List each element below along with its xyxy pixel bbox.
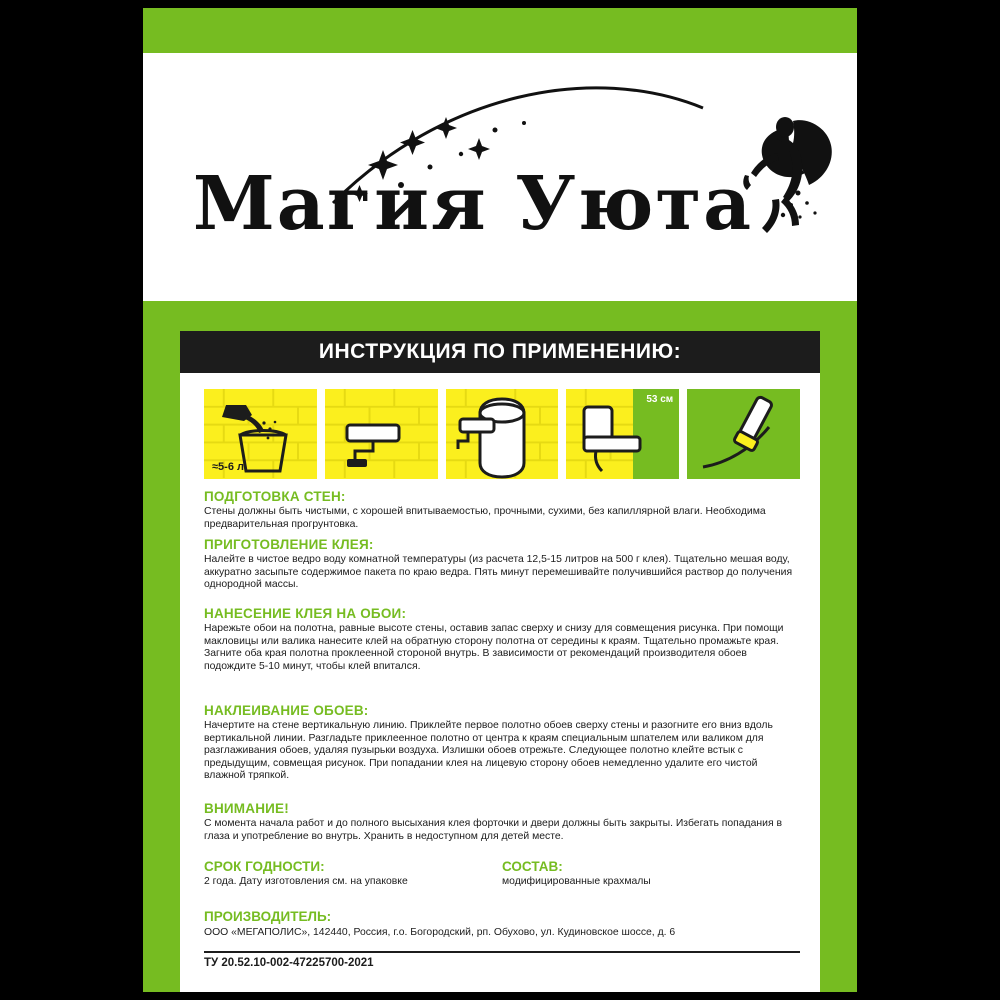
composition-text: модифицированные крахмалы [502,876,651,887]
pictogram-caption-width: 53 см [646,394,674,405]
pictogram-wallpaper-width [566,389,679,479]
section-title: ПРИГОТОВЛЕНИЕ КЛЕЯ: [204,537,374,552]
roller-icon [325,389,438,479]
section-title: НАКЛЕИВАНИЕ ОБОЕВ: [204,703,369,718]
pictogram-row [204,389,800,479]
pictogram-wallpaper-paste [446,389,559,479]
section-text: Стены должны быть чистыми, с хорошей впитываемостью, прочными, сухими, без капиллярной влаги. Необходима предварительная прогрунтовка. [204,506,766,530]
top-green-bar [143,8,857,53]
smoothing-spatula-icon [687,389,800,479]
logo-area [143,53,857,301]
section-title: НАНЕСЕНИЕ КЛЕЯ НА ОБОИ: [204,606,407,621]
shelf-life-text: 2 года. Дату изготовления см. на упаковке [204,876,408,887]
wallpaper-roll-icon [446,389,559,479]
section-wall-preparation [204,489,800,531]
section-apply-glue [204,606,800,673]
standard-code: ТУ 20.52.10-002-47225700-2021 [204,957,374,969]
pictogram-roller-wall [325,389,438,479]
composition-block [502,859,800,889]
section-title: ПОДГОТОВКА СТЕН: [204,489,346,504]
divider [204,951,800,953]
brand-logo [143,53,857,301]
shelf-life-title: СРОК ГОДНОСТИ: [204,859,325,874]
instruction-card [180,331,820,992]
section-text: Налейте в чистое ведро воду комнатной температуры (из расчета 12,5-15 литров на 500 г клея). Тщательно мешая воду, аккуратно засыпьте содержимое пакета по краю ведра. Пять минут перемешивайте получившийся раствор до получения однородной массы. [204,554,793,591]
pictogram-caption-volume: ≈5-6 л [212,461,244,473]
page-title: ИНСТРУКЦИЯ ПО ПРИМЕНЕНИЮ: [318,340,682,363]
section-text: Нарежьте обои на полотна, равные высоте стены, оставив запас сверху и снизу для совмещения рисунка. При помощи макловицы или валика нанесите клей на обратную сторону полотна от середины к краям. Тщательно промажьте края. Загните оба края полотна проклеенной стороной внутрь. В зависимости от рекомендаций производителя обоев подождите 5-10 минут, чтобы клей впитался. [204,623,784,672]
section-title: ВНИМАНИЕ! [204,801,289,816]
shelf-life-composition-row [204,859,800,889]
brand-name: Магия Уюта [192,161,754,247]
shelf-life-block [204,859,502,889]
section-glue-preparation [204,537,800,592]
pictogram-smoothing [687,389,800,479]
section-attention [204,801,800,843]
manufacturer-block [204,909,800,939]
instruction-title-bar [180,331,820,373]
label-card [143,8,857,992]
composition-title: СОСТАВ: [502,859,563,874]
section-text: С момента начала работ и до полного высыхания клея форточки и двери должны быть закрыты. Избегать попадания в глаза и употребление во внутрь. Хранить в недоступном для детей месте. [204,818,782,842]
instruction-body [143,301,857,992]
section-text: Начертите на стене вертикальную линию. Приклейте первое полотно обоев сверху стены и разогните его вниз вдоль вертикальной линии. Разгладьте приклеенное полотно от центра к краям специальным шпателем или валиком для разглаживания обоев, удаляя пузырьки воздуха. Излишки обоев отрежьте. Следующее полотно клейте встык с предыдущим, совмещая рисунок. При попадании клея на лицевую сторону обоев немедленно удалите его чистой влажной тряпкой. [204,720,773,782]
pictogram-bucket-pour [204,389,317,479]
manufacturer-text: ООО «МЕГАПОЛИС», 142440, Россия, г.о. Богородский, рп. Обухово, ул. Кудиновское шоссе, д. 6 [204,927,676,938]
manufacturer-title: ПРОИЗВОДИТЕЛЬ: [204,909,332,924]
section-hanging [204,703,800,783]
